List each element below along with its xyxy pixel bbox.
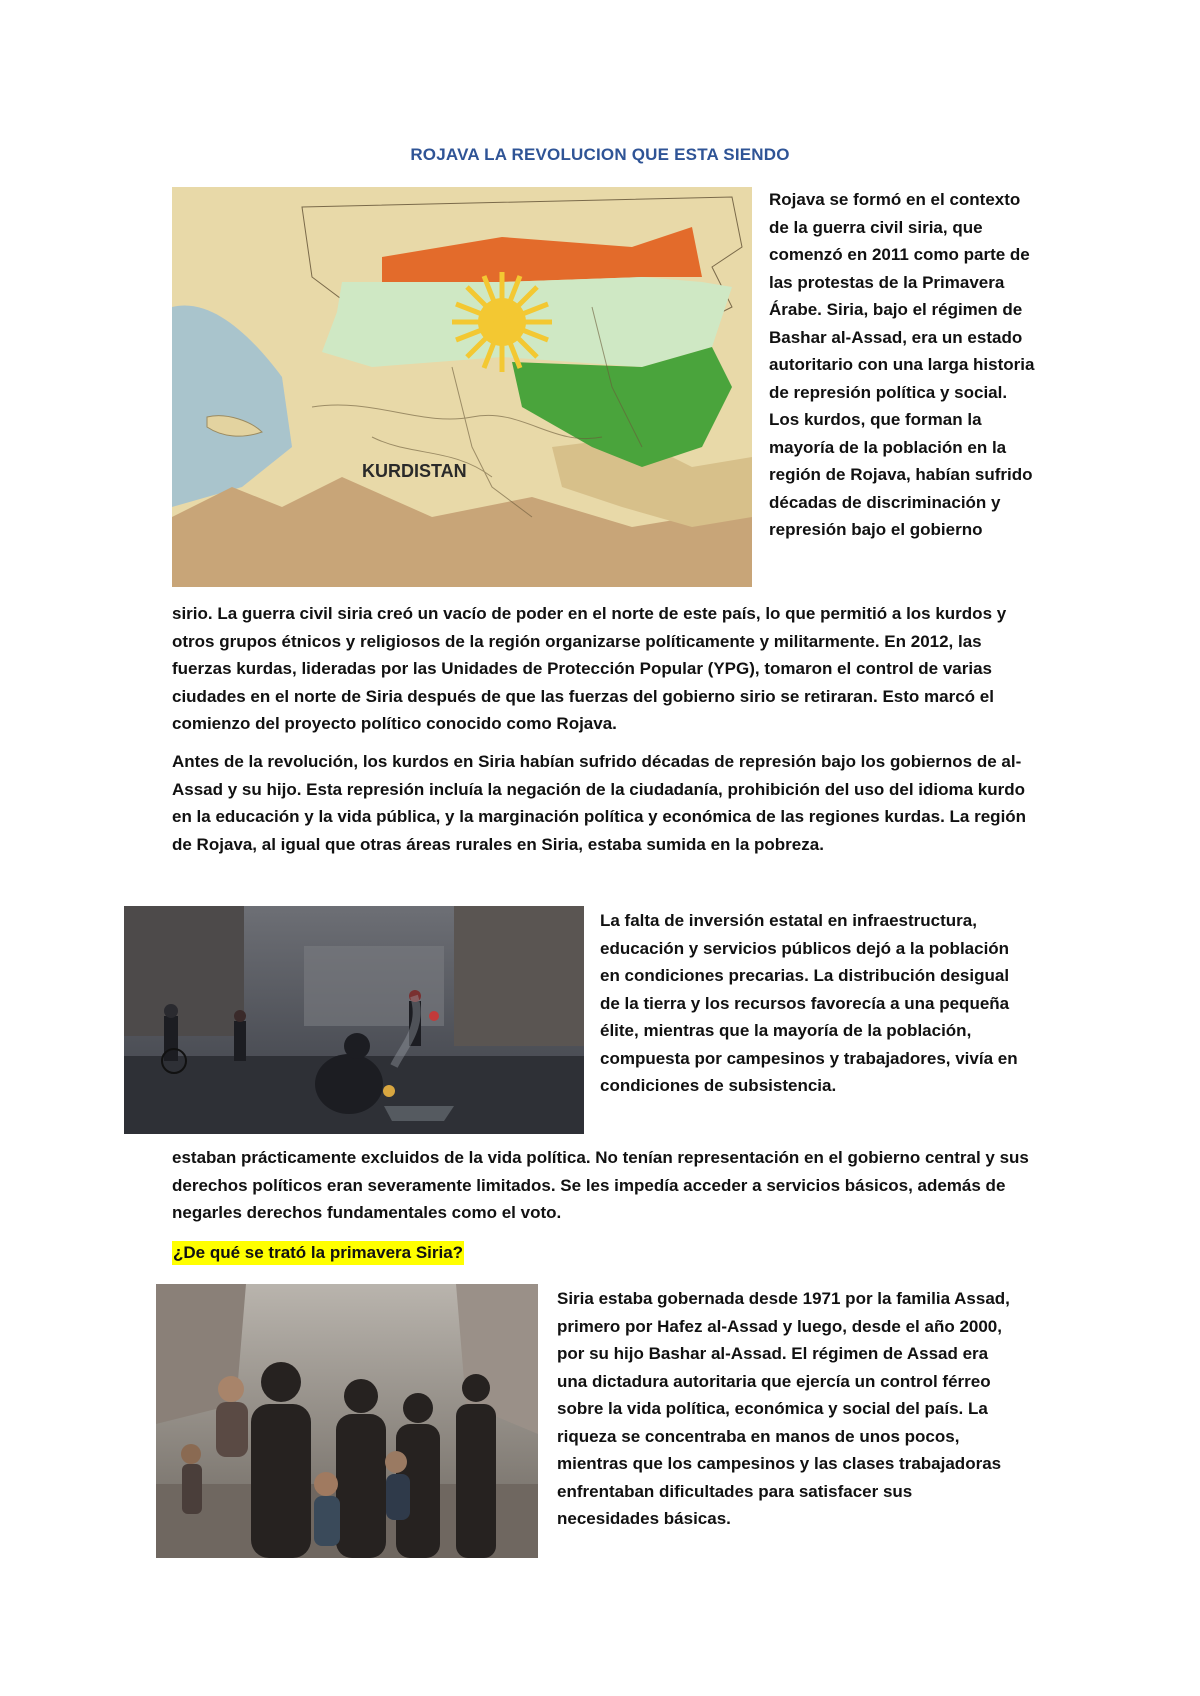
paragraph-3-side: La falta de inversión estatal en infraestructura, educación y servicios públicos dejó a la población en condiciones precarias. La distribución desigual de la tierra y los recursos favorecía a una pequeña élite, mientras que la mayoría de la población, compuesta por campesinos y trabajadores, vivía en condiciones de subsistencia. [600, 911, 1018, 1095]
page-title: ROJAVA LA REVOLUCION QUE ESTA SIENDO [410, 145, 790, 164]
street-photo-image [124, 906, 584, 1134]
paragraph-2: Antes de la revolución, los kurdos en Siria habían sufrido décadas de represión bajo los gobiernos de al-Assad y su hijo. Esta represión incluía la negación de la ciudadanía, prohibición del uso del idioma kurdo en la educación y la vida pública, y la marginación política y económica de las regiones kurdas. La región de Rojava, al igual que otras áreas rurales en Siria, estaba sumida en la pobreza. [172, 752, 1027, 854]
paragraph-1-continuation: sirio. La guerra civil siria creó un vacío de poder en el norte de este país, lo que permitió a los kurdos y otros grupos étnicos y religiosos de la región organizarse políticamente y militarmente. En 2012, las fuerzas kurdas, lideradas por las Unidades de Protección Popular (YPG), tomaron el control de varias ciudades en el norte de Siria después de que las fuerzas del gobierno sirio se retiraran. Esto marcó el comienzo del proyecto político conocido como Rojava. [172, 604, 1007, 733]
kurdistan-map-image [172, 187, 752, 587]
section-question-heading: ¿De qué se trató la primavera Siria? [172, 1241, 464, 1265]
map-label: KURDISTAN [362, 461, 467, 481]
paragraph-4-side: Siria estaba gobernada desde 1971 por la familia Assad, primero por Hafez al-Assad y luego, desde el año 2000, por su hijo Bashar al-Assad. El régimen de Assad era una dictadura autoritaria que ejercía un control férreo sobre la vida política, económica y social del país. La riqueza se concentraba en manos de unos pocos, mientras que los campesinos y las clases trabajadoras enfrentaban dificultades para satisfacer sus necesidades básicas. [557, 1289, 1010, 1528]
paragraph-3-continuation: estaban prácticamente excluidos de la vida política. No tenían representación en el gobierno central y sus derechos políticos eran severamente limitados. Se les impedía acceder a servicios básicos, además de negarles derechos fundamentales como el voto. [172, 1148, 1029, 1222]
refugees-photo-image [156, 1284, 538, 1558]
paragraph-1-side: Rojava se formó en el contexto de la guerra civil siria, que comenzó en 2011 como parte de las protestas de la Primavera Árabe. Siria, bajo el régimen de Bashar al-Assad, era un estado autoritario con una larga historia de represión política y social. Los kurdos, que forman la mayoría de la población en la región de Rojava, habían sufrido décadas de discriminación y represión bajo el gobierno [769, 190, 1035, 539]
